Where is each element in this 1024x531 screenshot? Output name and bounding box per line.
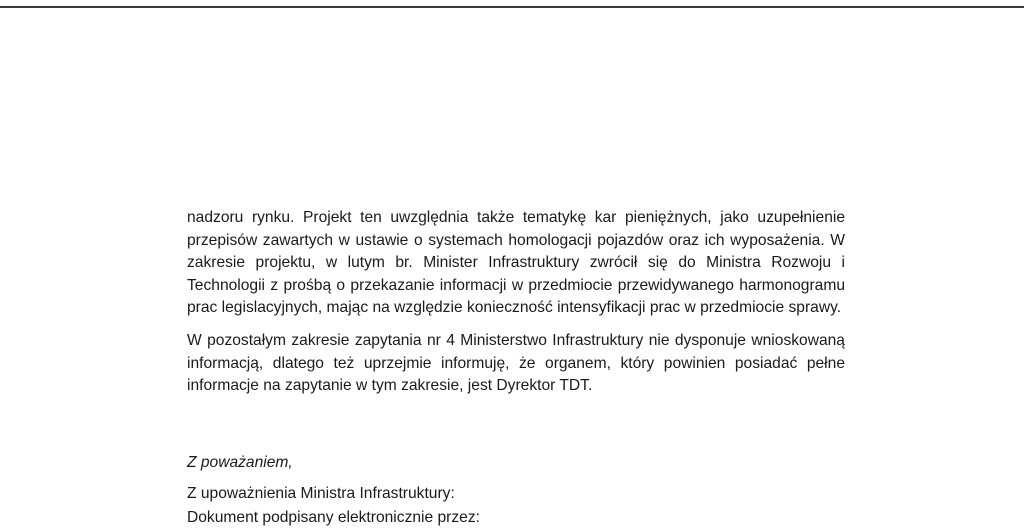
page-top-rule (0, 6, 1024, 8)
paragraph-2: W pozostałym zakresie zapytania nr 4 Ministerstwo Infrastruktury nie dysponuje wnioskowaną informacją, dlatego też uprzejmie informuję, że organem, który powinien posiadać pełne informacje na zapytanie w tym zakresie, jest Dyrektor TDT. (187, 331, 845, 395)
letter-body (187, 207, 845, 398)
signature-block (187, 482, 480, 529)
signature-electronic-line: Dokument podpisany elektronicznie przez: (187, 508, 480, 526)
signature-authorization-line: Z upoważnienia Ministra Infrastruktury: (187, 485, 455, 502)
paragraph-1: nadzoru rynku. Projekt ten uwzględnia także tematykę kar pieniężnych, jako uzupełnienie przepisów zawartych w ustawie o systemach homologacji pojazdów oraz ich wyposażenia. W zakresie projektu, w lutym br. Minister Infrastruktury zwrócił się do Ministra Rozwoju i Technologii z prośbą o przekazanie informacji w przedmiocie przewidywanego harmonogramu prac legislacyjnych, mając na względzie konieczność intensyfikacji prac w przedmiocie sprawy. (187, 209, 845, 317)
closing-salutation: Z poważaniem, (187, 454, 293, 471)
